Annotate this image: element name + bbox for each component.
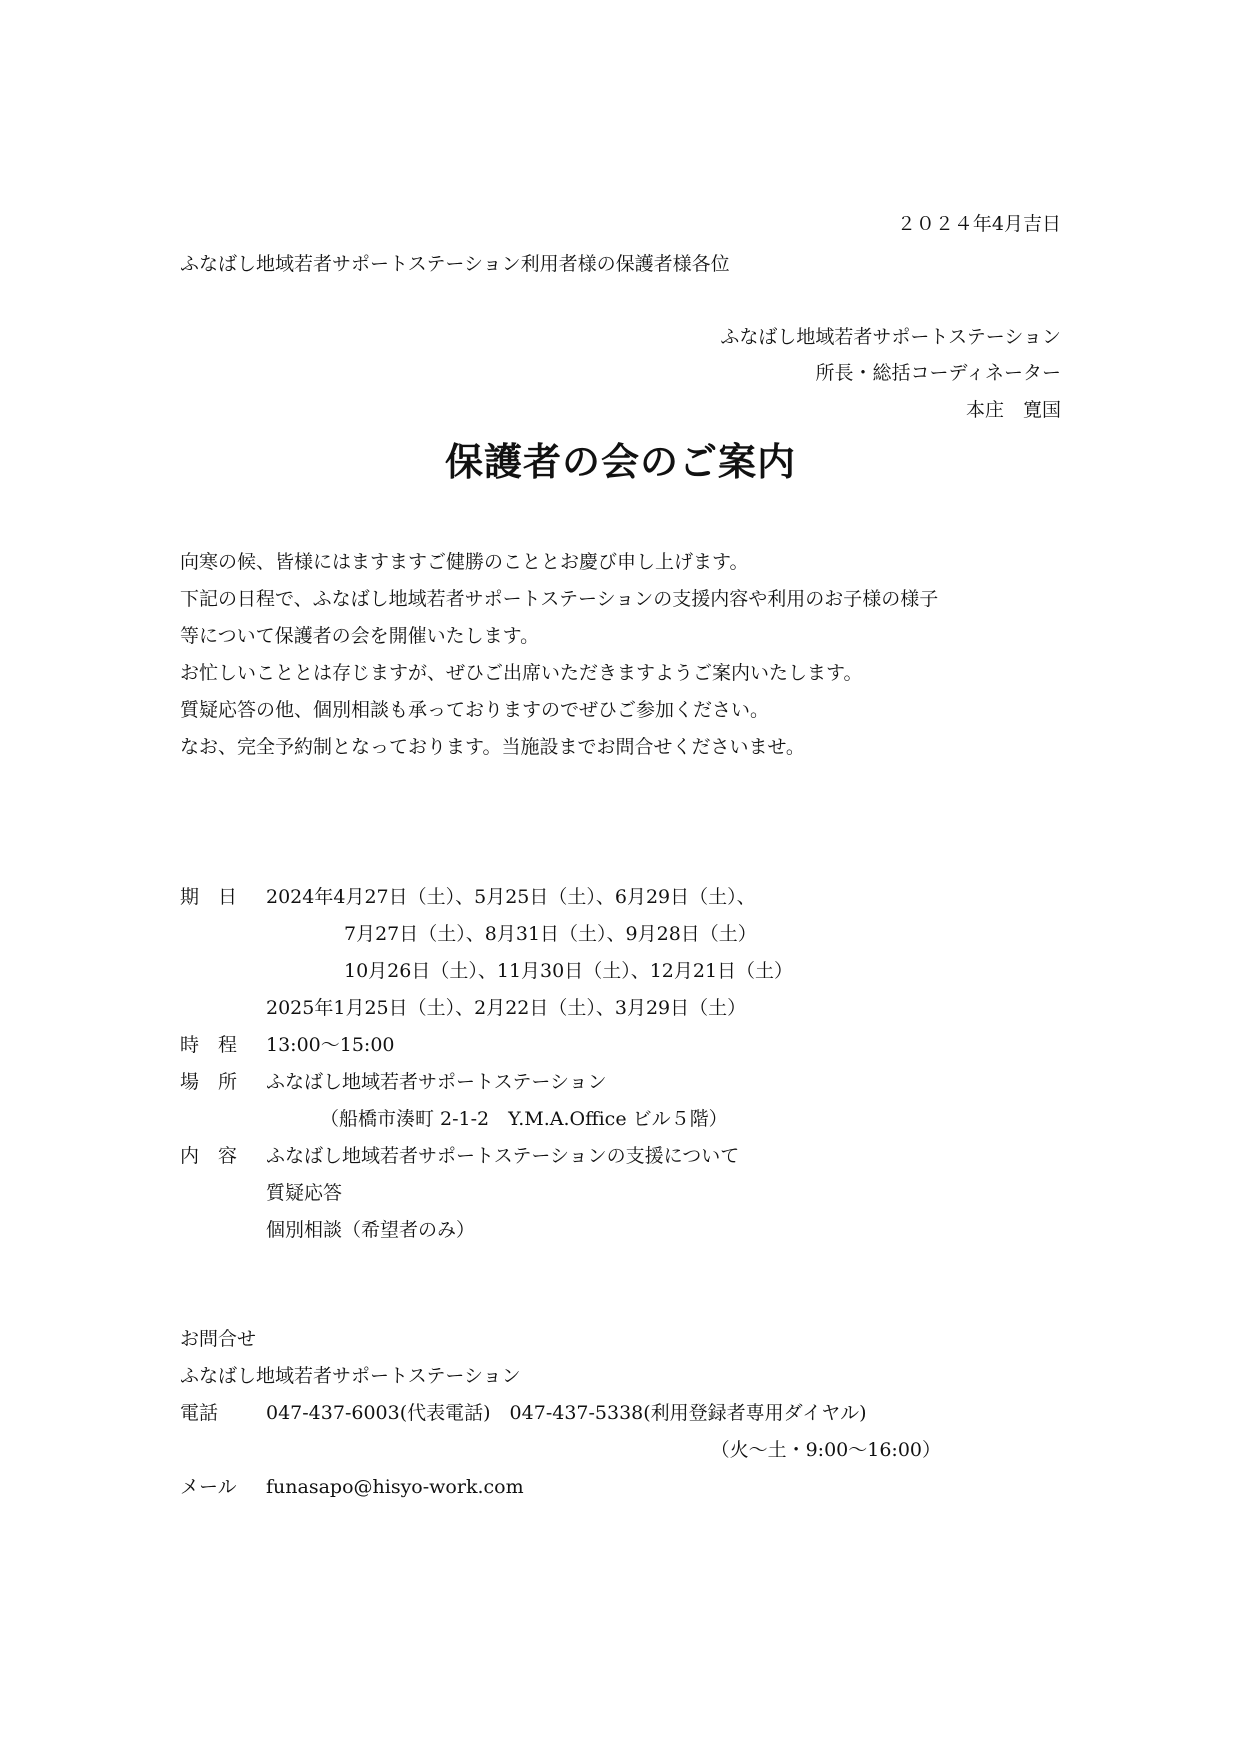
body-line: 向寒の候、皆様にはますますご健勝のこととお慶び申し上げます。 xyxy=(180,551,749,573)
phone-hours: （火～土・9:00～16:00） xyxy=(710,1439,941,1461)
body-line: お忙しいこととは存じますが、ぜひご出席いただきますようご案内いたします。 xyxy=(180,662,863,684)
recipient-line: ふなばし地域若者サポートステーション利用者様の保護者様各位 xyxy=(180,253,730,275)
content-item: 質疑応答 xyxy=(266,1182,343,1204)
dates-label: 期 日 xyxy=(180,886,238,908)
mail-label: メール xyxy=(180,1476,237,1498)
place-value: ふなばし地域若者サポートステーション xyxy=(266,1071,607,1093)
mail-address: funasapo@hisyo-work.com xyxy=(266,1476,524,1498)
date-line: 10月26日（土）、11月30日（土）、12月21日（土） xyxy=(344,960,794,982)
content-item: ふなばし地域若者サポートステーションの支援について xyxy=(266,1145,740,1167)
body-line: 等について保護者の会を開催いたします。 xyxy=(180,625,540,647)
date-line: 2024年4月27日（土）、5月25日（土）、6月29日（土）、 xyxy=(266,886,756,908)
contact-organization: ふなばし地域若者サポートステーション xyxy=(180,1365,521,1387)
document-title: 保護者の会のご案内 xyxy=(444,439,796,484)
body-line: 下記の日程で、ふなばし地域若者サポートステーションの支援内容や利用のお子様の様子 xyxy=(180,588,939,610)
date-line: 2025年1月25日（土）、2月22日（土）、3月29日（土） xyxy=(266,997,747,1019)
sender-name: 本庄 寛国 xyxy=(965,399,1061,421)
content-item: 個別相談（希望者のみ） xyxy=(266,1219,476,1241)
date-line: 7月27日（土）、8月31日（土）、9月28日（土） xyxy=(344,923,757,945)
sender-title: 所長・総括コーディネーター xyxy=(815,362,1061,384)
place-label: 場 所 xyxy=(180,1071,238,1093)
contact-heading: お問合せ xyxy=(180,1328,257,1350)
phone-numbers: 047-437-6003(代表電話) 047-437-5338(利用登録者専用ダイヤル) xyxy=(266,1402,867,1424)
time-label: 時 程 xyxy=(180,1034,238,1056)
phone-label: 電話 xyxy=(180,1402,219,1424)
content-label: 内 容 xyxy=(180,1145,238,1167)
body-line: 質疑応答の他、個別相談も承っておりますのでぜひご参加ください。 xyxy=(180,699,770,721)
place-address: （船橋市湊町 2-1-2 Y.M.A.Office ビル５階） xyxy=(320,1108,728,1130)
sender-organization: ふなばし地域若者サポートステーション xyxy=(720,326,1061,348)
body-line: なお、完全予約制となっております。当施設までお問合せくださいませ。 xyxy=(180,736,805,758)
document-date: ２０２４年4月吉日 xyxy=(896,213,1061,235)
time-value: 13:00～15:00 xyxy=(266,1034,395,1056)
